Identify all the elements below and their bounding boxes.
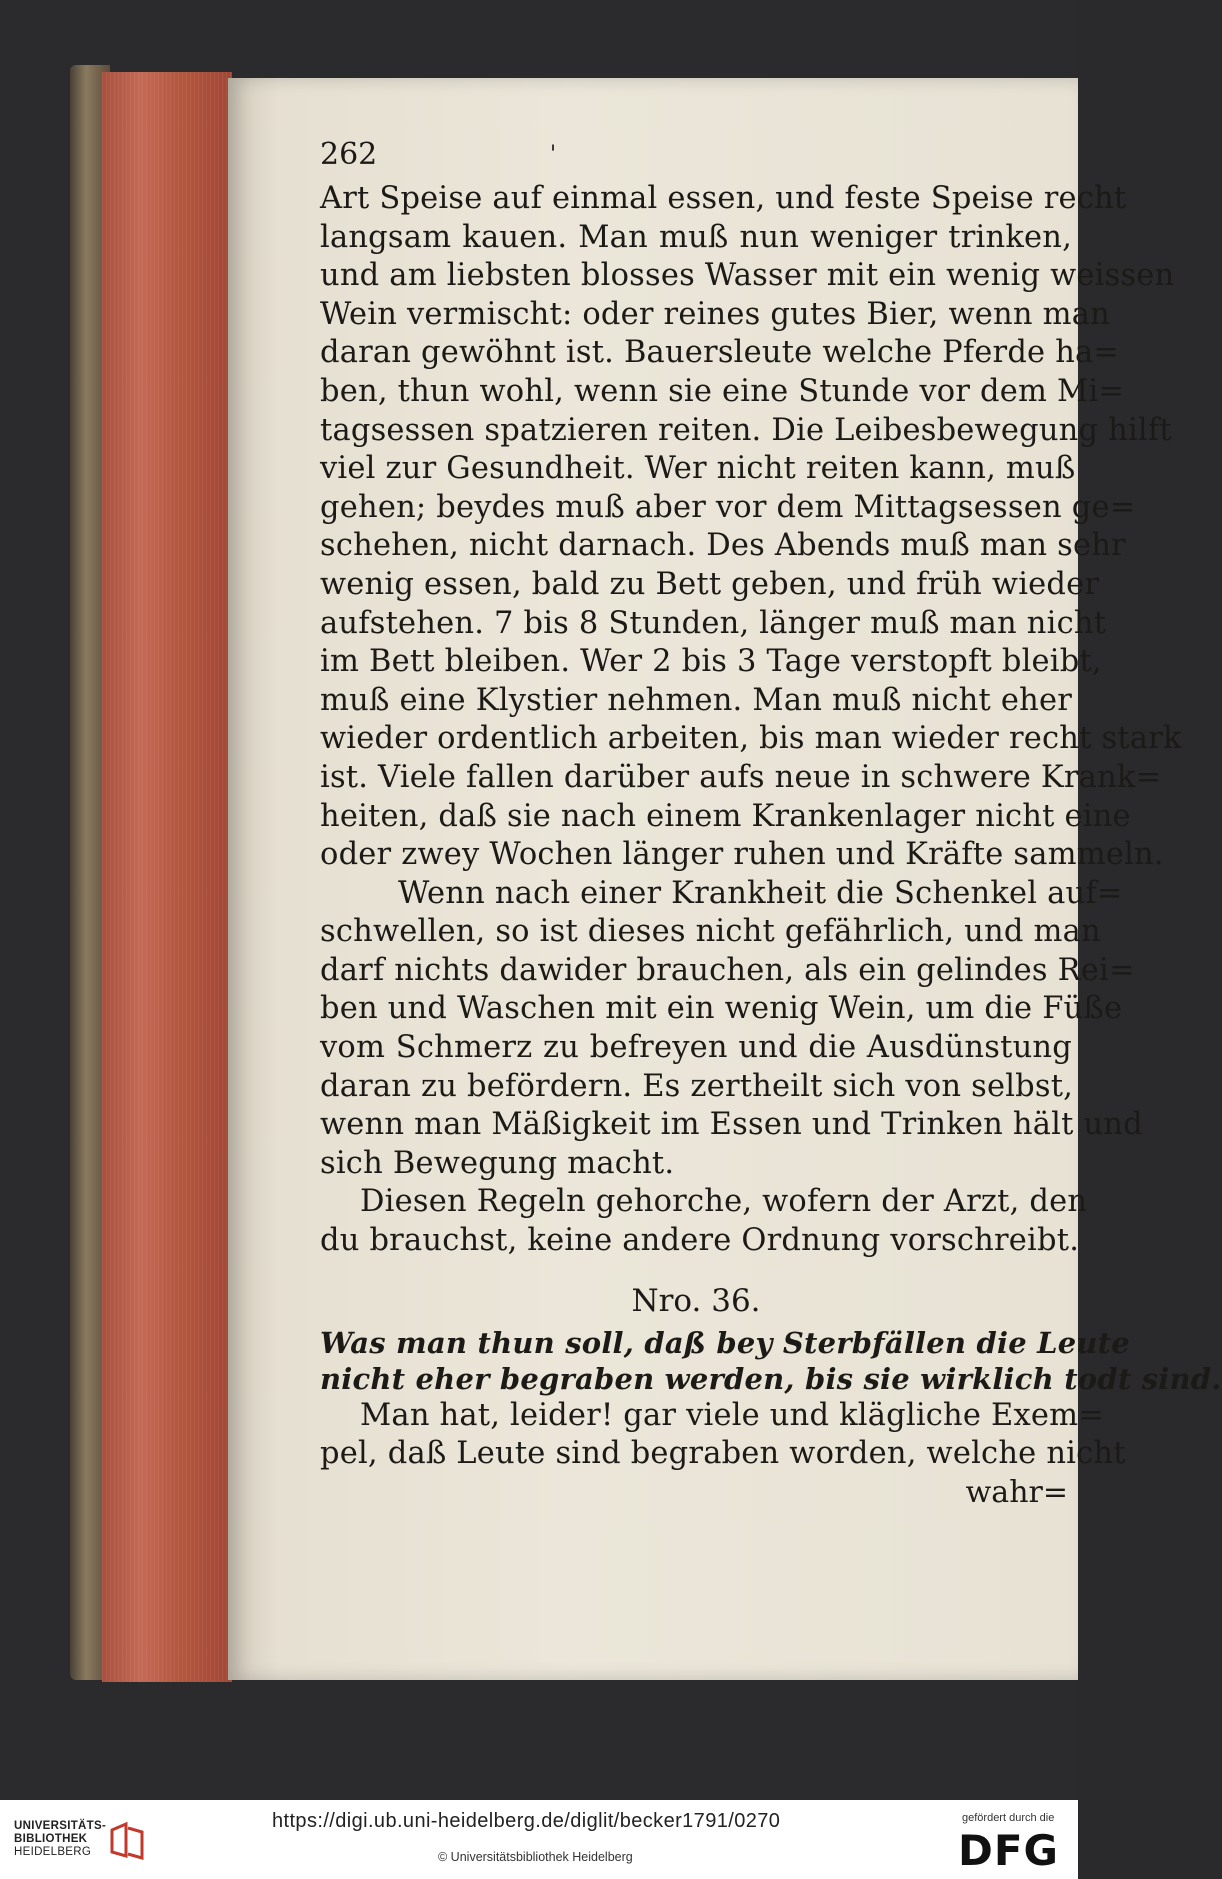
p1-line: heiten, daß sie nach einem Krankenlager nicht eine — [320, 798, 1131, 834]
ink-mark: ' — [550, 142, 557, 167]
p1-line: schehen, nicht darnach. Des Abends muß man sehr — [320, 528, 1126, 564]
p1-line: aufstehen. 7 bis 8 Stunden, länger muß man nicht — [320, 605, 1107, 641]
p1-line: ben, thun wohl, wenn sie eine Stunde vor dem Mi= — [320, 373, 1125, 409]
copyright-notice: © Universitätsbibliothek Heidelberg — [438, 1850, 633, 1864]
p4-line: pel, daß Leute sind begraben worden, welche nicht — [320, 1436, 1126, 1472]
p3-line: du brauchst, keine andere Ordnung vorschreibt. — [320, 1223, 1080, 1259]
p2-line: schwellen, so ist dieses nicht gefährlich, und man — [320, 914, 1101, 950]
p1-line: Art Speise auf einmal essen, und feste Speise recht — [320, 181, 1127, 216]
p2-line: sich Bewegung macht. — [320, 1145, 675, 1181]
paragraph-2 — [320, 875, 1143, 1184]
p1-line: und am liebsten blosses Wasser mit ein wenig weissen — [320, 258, 1175, 294]
catchword: wahr= — [965, 1474, 1068, 1510]
dfg-logo[interactable]: DFG — [958, 1826, 1060, 1875]
p1-line: daran gewöhnt ist. Bauersleute welche Pferde ha= — [320, 335, 1120, 371]
p2-line: darf nichts dawider brauchen, als ein gelindes Rei= — [320, 952, 1135, 988]
p2-line: ben und Waschen mit ein wenig Wein, um die Füße — [320, 991, 1123, 1027]
p1-line: ist. Viele fallen darüber aufs neue in schwere Krank= — [320, 759, 1162, 795]
p3-line: Diesen Regeln gehorche, wofern der Arzt, den — [360, 1184, 1088, 1220]
hd-line: Was man thun soll, daß bey Sterbfällen die Leute — [320, 1325, 1130, 1360]
p1-line: gehen; beydes muß aber vor dem Mittagsessen ge= — [320, 489, 1136, 525]
page-edges-red — [102, 72, 232, 1682]
p2-line: daran zu befördern. Es zertheilt sich von selbst, — [320, 1068, 1074, 1104]
p1-line: Wein vermischt: oder reines gutes Bier, wenn man — [320, 296, 1110, 332]
hd-line: nicht eher begraben werden, bis sie wirklich todt sind. — [320, 1361, 1222, 1396]
permalink-url[interactable]: https://digi.ub.uni-heidelberg.de/diglit/becker1791/0270 — [272, 1810, 781, 1832]
p2-line: wenn man Mäßigkeit im Essen und Trinken hält und — [320, 1107, 1143, 1143]
p1-line: langsam kauen. Man muß nun weniger trinken, — [320, 219, 1072, 255]
p2-line: Wenn nach einer Krankheit die Schenkel auf= — [398, 875, 1123, 911]
p1-line: viel zur Gesundheit. Wer nicht reiten kann, muß — [320, 451, 1076, 487]
library-logo-icon — [108, 1822, 148, 1860]
library-name-line1: UNIVERSITÄTS- — [14, 1820, 107, 1832]
section-heading — [320, 1325, 1222, 1397]
section-number: Nro. 36. — [631, 1282, 761, 1319]
paragraph-1 — [320, 180, 1182, 875]
p4-line: Man hat, leider! gar viele und klägliche Exem= — [360, 1397, 1105, 1433]
viewer-footer — [0, 1800, 1078, 1879]
p1-line: tagsessen spatzieren reiten. Die Leibesbewegung hilft — [320, 412, 1172, 448]
paragraph-3 — [320, 1183, 1088, 1260]
funder-note: gefördert durch die — [962, 1812, 1055, 1824]
p1-line: muß eine Klystier nehmen. Man muß nicht eher — [320, 682, 1072, 718]
page-text — [320, 137, 1222, 1512]
p1-line: wenig essen, bald zu Bett geben, und früh wieder — [320, 566, 1100, 602]
paragraph-4 — [320, 1397, 1126, 1474]
page-number: 262 — [320, 137, 378, 172]
library-name-line2: BIBLIOTHEK — [14, 1833, 88, 1845]
p1-line: oder zwey Wochen länger ruhen und Kräfte sammeln. — [320, 837, 1164, 873]
p2-line: vom Schmerz zu befreyen und die Ausdünstung — [320, 1030, 1072, 1066]
p1-line: wieder ordentlich arbeiten, bis man wieder recht stark — [320, 721, 1182, 757]
library-name-line3: HEIDELBERG — [14, 1846, 92, 1858]
p1-line: im Bett bleiben. Wer 2 bis 3 Tage verstopft bleibt, — [320, 644, 1102, 680]
